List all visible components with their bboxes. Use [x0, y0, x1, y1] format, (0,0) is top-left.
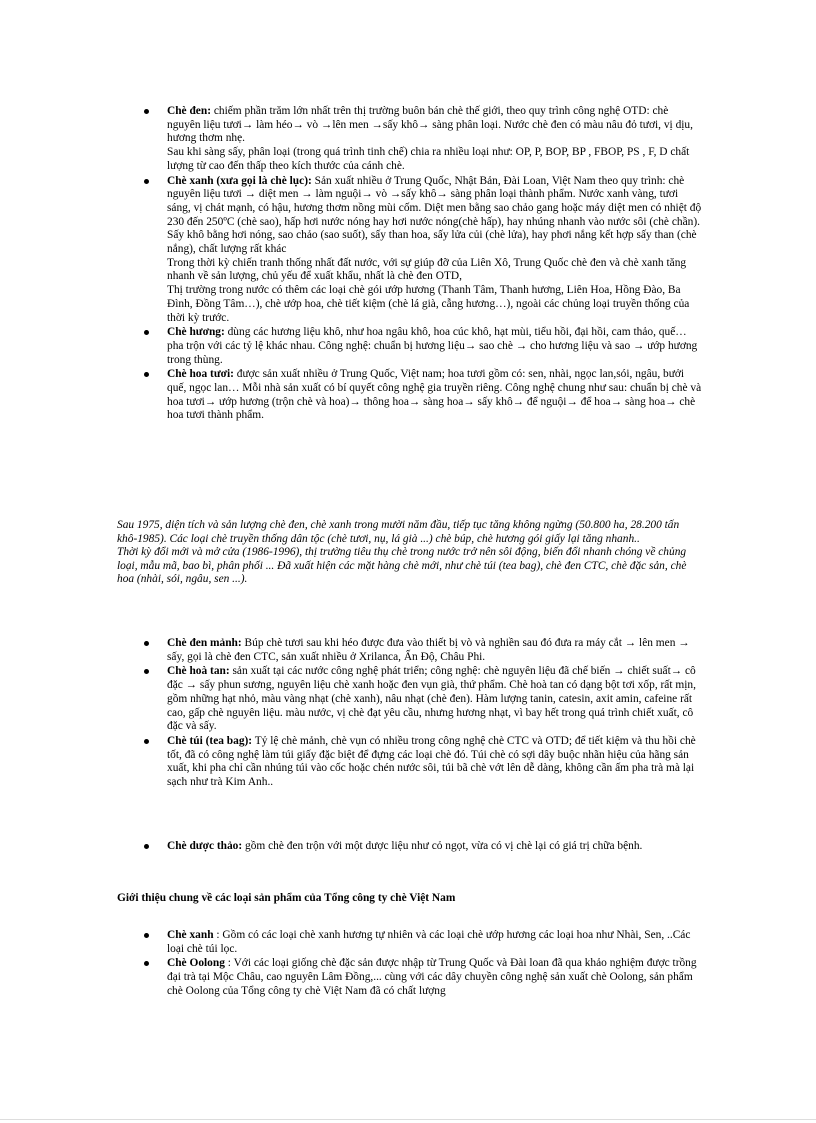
tea-types-list	[142, 105, 702, 424]
list-item-text	[167, 929, 702, 956]
bullet-icon	[144, 179, 149, 184]
item-term: Chè dược thảo:	[167, 840, 243, 852]
item-note: Trong thời kỳ chiến tranh thống nhất đất nước, với sự giúp đỡ của Liên Xô, Trung Quốc chè đen và chè xanh tăng nhanh về sản lượng, chủ yếu để xuất khẩu, nhất là chè đen OTD,	[167, 256, 687, 283]
item-description: : Với các loại giống chè đặc sản được nhập từ Trung Quốc và Đài loan đã qua khảo nghiệm được trồng đại trà tại Mộc Châu, cao nguyên Lâm Đồng,... cùng với các dây chuyền công nghệ sản xuất chè Oolong, sản phẩm chè Oolong của Tổng công ty chè Việt Nam đã có chất lượng	[167, 957, 697, 997]
history-paragraph: Thời kỳ đổi mới và mở cửa (1986-1996), thị trường tiêu thụ chè trong nước trở nên sôi động, biến đổi nhanh chóng về chủng loại, mẫu mã, bao bì, phân phối ... Đã xuất hiện các mặt hàng chè mới, như chè túi (tea bag), chè đen CTC, chè đặc sản, chè hoa (nhài, sói, ngâu, sen ...).	[117, 546, 687, 586]
item-description: chiếm phần trăm lớn nhất trên thị trường buôn bán chè thế giới, theo quy trình công nghệ OTD: chè nguyên liệu tươi→ làm héo→ vò →lên men →sấy khô→ sàng phân loại. Nước chè đen có màu nâu đỏ tươi, vị dịu, hương thơm nhẹ.	[167, 105, 693, 145]
section-heading: Giới thiệu chung về các loại sản phẩm của Tổng công ty chè Việt Nam	[117, 892, 456, 904]
bullet-icon	[144, 961, 149, 966]
list-item-text	[167, 637, 702, 664]
bullet-icon	[144, 844, 149, 849]
bullet-icon	[144, 739, 149, 744]
item-term: Chè xanh (xưa gọi là chè lục):	[167, 174, 312, 187]
list-item-text	[167, 175, 702, 257]
item-description: sản xuất tại các nước công nghệ phát triển; công nghệ: chè nguyên liệu đã chế biến → chiết suất→ cô đặc → sấy phun sương, nguyên liệu chè xanh hoặc đen vụn già, thứ phẩm. Chè hoà tan có dạng bột tơi xốp, rất mịn, gồm những hạt nhỏ, màu vàng nhạt (chè xanh), nâu nhạt (chè đen). Hàm lượng tanin, catesin, axit amin, cafeine rất cao, gấp chè nguyên liệu. màu nước, vị chè đạt yêu cầu, nhưng hương nhạt, vì bay hết trong quá trình chiết xuất, cô đặc và sấy.	[167, 665, 696, 733]
list-item-text	[167, 368, 702, 423]
list-item	[142, 840, 702, 854]
item-description: Sản xuất nhiều ở Trung Quốc, Nhật Bản, Đài Loan, Việt Nam theo quy trình: chè nguyên liệu tươi → diệt men → làm nguội→ vò →sấy khô→ sàng phân loại thành phẩm. Nước xanh vàng, tươi sáng, vị chát mạnh, có hậu, hương thơm nồng mùi cốm. Diệt men bằng sao chảo gang hoặc máy diệt men có nhiệt độ 230 đến 250ºC (chè sao), hấp hơi nước nóng hay hơi nước nóng(chè hấp), hay nhúng nhanh vào nước sôi (chè chần). Sấy khô bằng hơi nóng, sao chảo (sao suốt), sấy than hoa, sấy lửa củi (chè lửa), hay phơi nắng kết hợp sấy than (chè nắng), chất lượng rất khác	[167, 174, 702, 256]
list-item	[142, 368, 702, 423]
bullet-icon	[144, 641, 149, 646]
list-item	[142, 105, 702, 174]
item-term: Chè hương:	[167, 326, 225, 339]
list-item-text	[167, 326, 702, 367]
bullet-icon	[144, 933, 149, 938]
item-term: Chè Oolong	[167, 957, 225, 970]
bullet-icon	[144, 330, 149, 335]
list-item-text	[167, 105, 702, 146]
list-item	[142, 735, 702, 790]
item-description: Tỷ lệ chè mảnh, chè vụn có nhiều trong công nghệ chè CTC và OTD; để tiết kiệm và thu hồi chè tốt, đã có công nghệ làm túi giấy đặc biệt để đựng các loại chè đó. Túi chè có sợi dây buộc nhãn hiệu của hãng sản xuất, khi pha chỉ cần nhúng túi vào cốc hoặc chén nước sôi, túi bã chè vớt lên dễ dàng, không cần ấm pha trà mà lại sạch như trà Kim Anh..	[167, 734, 696, 789]
item-description: gồm chè đen trộn với một dược liệu như cỏ ngọt, vừa có vị chè lại có giá trị chữa bệnh.	[242, 840, 643, 852]
bullet-icon	[144, 669, 149, 674]
item-term: Chè xanh	[167, 929, 214, 941]
list-item-text	[167, 665, 702, 734]
list-item-text	[167, 957, 702, 998]
new-tea-types-list	[142, 637, 702, 791]
list-item	[142, 175, 702, 326]
list-item	[142, 326, 702, 367]
list-item	[142, 929, 702, 956]
history-paragraph: Sau 1975, diện tích và sản lượng chè đen, chè xanh trong mười năm đầu, tiếp tục tăng không ngừng (50.800 ha, 28.200 tấn khô-1985). Các loại chè truyền thống dân tộc (chè tươi, nụ, lá già ...) chè búp, chè hương gói giấy lại tăng nhanh..	[117, 519, 680, 545]
bullet-icon	[144, 109, 149, 114]
item-description: được sản xuất nhiều ở Trung Quốc, Việt nam; hoa tươi gồm có: sen, nhài, ngọc lan,sói, ngâu, bưởi quế, ngọc lan… Mỗi nhà sản xuất có bí quyết công nghệ gia truyền riêng. Công nghệ chung như sau: chuẩn bị chè và hoa tươi→ ướp hương (trộn chè và hoa)→ thông hoa→ sàng hoa→ sấy khô→ để nguội→ để hoa→ sàng hoa→ chè hoa tươi thành phẩm.	[167, 368, 702, 422]
item-description: dùng các hương liệu khô, như hoa ngâu khô, hoa cúc khô, hạt mùi, tiểu hồi, đại hồi, cam thảo, quế… pha trộn với các tỷ lệ khác nhau. Công nghệ: chuẩn bị hương liệu→ sao chè → cho hương liệu và sao → ướp hương trong thùng.	[167, 326, 698, 366]
list-item-text	[167, 840, 702, 854]
herbal-tea-list	[142, 840, 702, 855]
item-term: Chè đen mảnh:	[167, 637, 242, 649]
item-term: Chè hoà tan:	[167, 665, 230, 678]
item-term: Chè đen:	[167, 105, 211, 117]
bullet-icon	[144, 372, 149, 377]
item-description: Búp chè tươi sau khi héo được đưa vào thiết bị vò và nghiền sau đó đưa ra máy cắt → lên men → sấy, gọi là chè đen CTC, sản xuất nhiều ở Xrilanca, Ấn Độ, Châu Phi.	[167, 637, 690, 663]
list-item	[142, 957, 702, 998]
item-note: Sau khi sàng sấy, phân loại (trong quá trình tinh chế) chia ra nhiều loại như: OP, P, BOP, BP , FBOP, PS , F, D chất lượng từ cao đến thấp theo kích thước của cánh chè.	[167, 146, 690, 172]
item-description: : Gồm có các loại chè xanh hương tự nhiên và các loại chè ướp hương các loại hoa như Nhài, Sen, ..Các loại chè túi lọc.	[167, 929, 691, 955]
item-term: Chè túi (tea bag):	[167, 734, 253, 747]
list-item	[142, 665, 702, 734]
item-note: Thị trường trong nước có thêm các loại chè gói ướp hương (Thanh Tâm, Thanh hương, Liên Hoa, Hồng Đào, Ba Đình, Đồng Tâm…), chè ướp hoa, chè tiết kiệm (chè lá già, cẫng hương…), ngoài các chủng loại truyền thống của thời kỳ trước.	[167, 284, 690, 324]
page-bottom-edge	[0, 1119, 816, 1120]
list-item	[142, 637, 702, 664]
company-products-list	[142, 929, 702, 1000]
list-item-text	[167, 735, 702, 790]
item-term: Chè hoa tươi:	[167, 368, 234, 381]
history-paragraphs	[117, 519, 702, 587]
